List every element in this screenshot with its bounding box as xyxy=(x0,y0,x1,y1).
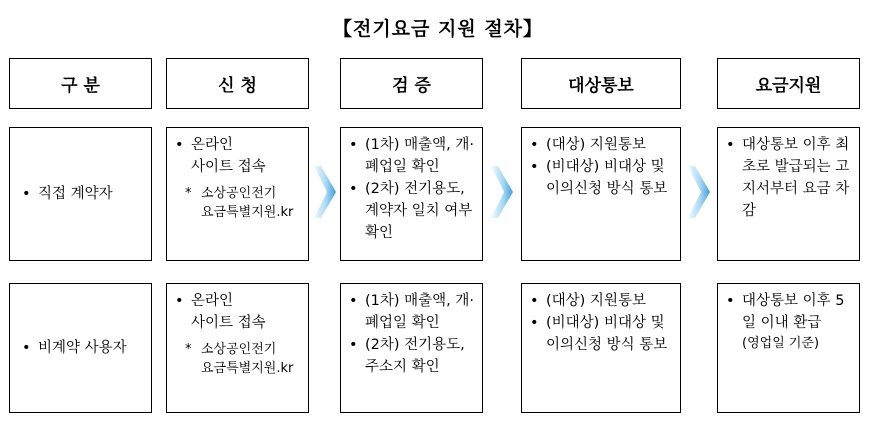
row1-support xyxy=(717,127,860,261)
flow-arrow-icon xyxy=(491,166,513,218)
bullet-icon: • xyxy=(530,159,539,175)
header-apply-label: 신 청 xyxy=(218,76,257,96)
bullet-icon: • xyxy=(349,293,358,309)
header-notify-label: 대상통보 xyxy=(568,76,634,96)
asterisk-icon: * xyxy=(185,342,192,357)
row2-category xyxy=(9,283,152,413)
row2-notify-item1: (대상) 지원통보 xyxy=(546,293,646,309)
row2-apply-note-line1: 소상공인전기 xyxy=(201,342,277,357)
header-verify xyxy=(340,58,483,109)
bullet-icon: • xyxy=(530,137,539,153)
header-apply xyxy=(166,58,309,109)
row2-support-item1: 대상통보 이후 5일 이내 환급 xyxy=(742,293,845,331)
row1-apply-bullet-cont: 사이트 접속 xyxy=(191,159,266,175)
row2-verify-item1: (1차) 매출액, 개·폐업일 확인 xyxy=(365,293,475,331)
row1-notify xyxy=(521,127,681,261)
bullet-icon: • xyxy=(22,186,31,202)
bullet-icon: • xyxy=(726,137,735,153)
row1-apply-bullet: 온라인 xyxy=(191,137,234,153)
bullet-icon: • xyxy=(530,293,539,309)
row1-apply xyxy=(166,127,309,261)
header-support xyxy=(717,58,860,109)
row2-support-note: (영업일 기준) xyxy=(742,336,820,351)
row2-verify-item2: (2차) 전기용도, 주소지 확인 xyxy=(365,337,465,375)
header-notify xyxy=(521,58,681,109)
row1-apply-note-line2: 요금특별지원.kr xyxy=(201,205,294,220)
flow-arrow-icon xyxy=(688,166,710,218)
asterisk-icon: * xyxy=(185,186,192,201)
row2-verify xyxy=(340,283,483,413)
row2-notify-item2: (비대상) 비대상 및 이의신청 방식 통보 xyxy=(546,315,668,353)
row2-notify xyxy=(521,283,681,413)
diagram-title: 【전기요금 지원 절차】 xyxy=(332,18,544,40)
bullet-icon: • xyxy=(726,293,735,309)
row2-category-label: 비계약 사용자 xyxy=(38,340,127,356)
row2-apply-bullet-cont: 사이트 접속 xyxy=(191,315,266,331)
row2-apply xyxy=(166,283,309,413)
flow-arrow-icon xyxy=(314,166,336,218)
header-category-label: 구 분 xyxy=(61,76,100,96)
row1-notify-item2: (비대상) 비대상 및 이의신청 방식 통보 xyxy=(546,159,668,197)
row1-category xyxy=(9,127,152,261)
bullet-icon: • xyxy=(349,337,358,353)
bullet-icon: • xyxy=(22,340,31,356)
row2-apply-bullet: 온라인 xyxy=(191,293,234,309)
header-support-label: 요금지원 xyxy=(755,76,822,96)
row2-support xyxy=(717,283,860,413)
row1-category-label: 직접 계약자 xyxy=(38,186,113,202)
row1-notify-item1: (대상) 지원통보 xyxy=(546,137,646,153)
bullet-icon: • xyxy=(349,181,358,197)
row1-apply-note-line1: 소상공인전기 xyxy=(201,186,277,201)
bullet-icon: • xyxy=(175,293,184,309)
bullet-icon: • xyxy=(349,137,358,153)
header-verify-label: 검 증 xyxy=(392,76,431,96)
bullet-icon: • xyxy=(530,315,539,331)
row1-verify-item2: (2차) 전기용도, 계약자 일치 여부 확인 xyxy=(365,181,473,241)
header-category xyxy=(9,58,152,109)
row2-apply-note-line2: 요금특별지원.kr xyxy=(201,361,294,376)
row1-verify xyxy=(340,127,483,261)
row1-verify-item1: (1차) 매출액, 개·폐업일 확인 xyxy=(365,137,475,175)
row1-support-item1: 대상통보 이후 최초로 발급되는 고지서부터 요금 차감 xyxy=(742,137,850,219)
bullet-icon: • xyxy=(175,137,184,153)
